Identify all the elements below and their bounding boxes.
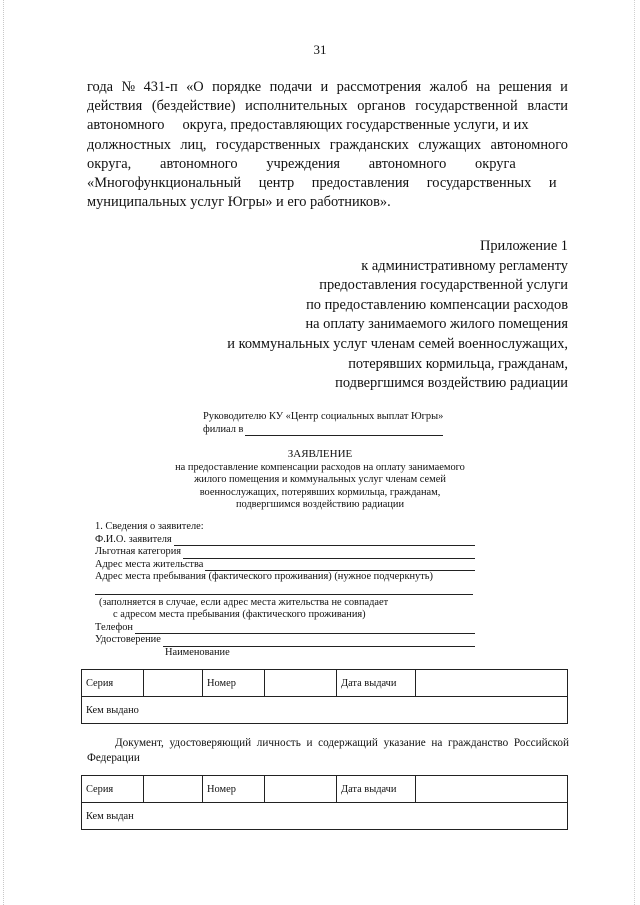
- branch-field[interactable]: [203, 424, 443, 437]
- intro-line: [87, 97, 568, 116]
- date-cell[interactable]: [416, 776, 568, 803]
- residence-label: Адрес места жительства: [95, 558, 204, 570]
- series-cell[interactable]: [144, 776, 203, 803]
- scan-edge-right: [634, 0, 636, 905]
- phone-label: Телефон: [95, 621, 133, 633]
- category-label: Льготная категория: [95, 546, 182, 557]
- word: жалоб: [429, 79, 468, 95]
- table-row: [82, 803, 568, 830]
- intro-line: округа, автономного учреждения автономного округа: [87, 155, 516, 172]
- word: гражданских: [329, 136, 409, 153]
- phone-line[interactable]: [135, 624, 475, 634]
- applicant-section: [95, 521, 475, 659]
- stay-note-line: с адресом места пребывания (фактического проживания): [113, 609, 366, 620]
- residence-line[interactable]: [205, 561, 475, 571]
- addressee-block: [203, 411, 503, 436]
- branch-line[interactable]: [245, 426, 443, 436]
- intro-paragraph: [87, 78, 568, 212]
- issued-by-cell[interactable]: Кем выдан: [82, 803, 568, 830]
- identity-document-table: [81, 775, 568, 830]
- appendix-line: и коммунальных услуг членам семей военнослужащих,: [227, 335, 568, 352]
- appendix-header: [227, 237, 568, 394]
- word: порядке: [212, 79, 262, 95]
- id-field[interactable]: [95, 634, 475, 647]
- word: должностных: [87, 136, 171, 153]
- stay-note-line: (заполняется в случае, если адрес места жительства не совпадает: [99, 596, 389, 608]
- appendix-line: предоставления государственной услуги: [319, 277, 568, 294]
- intro-line: автономного округа, предоставляющих государственные услуги, и их: [87, 117, 529, 134]
- appendix-line: на оплату занимаемого жилого помещения: [305, 316, 568, 333]
- word: №: [121, 79, 136, 95]
- word: действия: [87, 98, 143, 115]
- word: на: [476, 79, 491, 95]
- word: государственных: [215, 136, 321, 153]
- word: 431-п: [143, 79, 178, 95]
- page-number: 31: [313, 42, 327, 57]
- residence-field[interactable]: [95, 559, 475, 572]
- id-line[interactable]: [163, 637, 475, 647]
- application-subheading-line: на предоставление компенсации расходов на оплату занимаемого: [175, 461, 465, 473]
- branch-label: филиал в: [203, 423, 244, 435]
- fio-field[interactable]: [95, 534, 475, 547]
- date-cell[interactable]: [416, 670, 568, 697]
- word: (бездействие): [151, 98, 236, 115]
- word: органов: [357, 98, 406, 115]
- word: власти: [527, 98, 568, 115]
- application-subheading-line: жилого помещения и коммунальных услуг членам семей: [194, 474, 446, 485]
- intro-line: [87, 136, 568, 155]
- appendix-line: к административному регламенту: [361, 257, 568, 274]
- intro-line: муниципальных услуг Югры» и его работников».: [87, 194, 391, 211]
- word: «О: [186, 79, 204, 95]
- appendix-line: подвергшимся воздействию радиации: [335, 375, 568, 392]
- application-subheading-line: подвергшимся воздействию радиации: [235, 499, 405, 510]
- word: года: [87, 79, 114, 95]
- word: автономного: [490, 136, 568, 153]
- application-heading: ЗАЯВЛЕНИЕ: [287, 448, 353, 460]
- phone-field[interactable]: [95, 622, 475, 635]
- word: и: [320, 79, 329, 95]
- number-cell[interactable]: [265, 670, 337, 697]
- stay-label: Адрес места пребывания (фактического проживания) (нужное подчеркнуть): [95, 571, 433, 582]
- date-label: Дата выдачи: [337, 670, 416, 697]
- application-title: [150, 448, 490, 512]
- table-row: [82, 776, 568, 803]
- number-cell[interactable]: [265, 776, 337, 803]
- series-label: Серия: [82, 776, 144, 803]
- naming-caption: Наименование: [165, 646, 230, 658]
- fio-label: Ф.И.О. заявителя: [95, 533, 172, 545]
- series-label: Серия: [82, 670, 144, 697]
- date-label: Дата выдачи: [337, 776, 416, 803]
- table-row: [82, 697, 568, 724]
- category-line[interactable]: [183, 549, 475, 559]
- word: и: [560, 79, 568, 95]
- issued-by-cell[interactable]: Кем выдано: [82, 697, 568, 724]
- fio-line[interactable]: [174, 536, 475, 546]
- identity-document-note: Документ, удостоверяющий личность и содержащий указание на гражданство Российской Федерации: [87, 737, 569, 764]
- application-subheading-line: военнослужащих, потерявших кормильца, гражданам,: [199, 486, 441, 498]
- stay-line[interactable]: [95, 584, 473, 595]
- word: подачи: [269, 79, 313, 95]
- word: государственной: [415, 98, 518, 115]
- intro-line: [87, 78, 568, 97]
- appendix-line: по предоставлению компенсации расходов: [306, 296, 568, 313]
- word: лиц,: [180, 136, 207, 153]
- id-label: Удостоверение: [95, 634, 161, 645]
- intro-line: «Многофункциональный центр предоставления государственных и: [87, 175, 557, 192]
- id-document-table: [81, 669, 568, 724]
- word: рассмотрения: [336, 79, 422, 95]
- appendix-line: потерявших кормильца, гражданам,: [348, 355, 568, 372]
- series-cell[interactable]: [144, 670, 203, 697]
- number-label: Номер: [203, 776, 265, 803]
- word: исполнительных: [245, 98, 348, 115]
- word: решения: [498, 79, 552, 95]
- category-field[interactable]: [95, 546, 475, 559]
- addressee-line: Руководителю КУ «Центр социальных выплат Югры»: [203, 411, 444, 422]
- scan-edge-left: [3, 0, 5, 905]
- number-label: Номер: [203, 670, 265, 697]
- appendix-line: Приложение 1: [479, 238, 568, 254]
- word: служащих: [418, 136, 482, 153]
- applicant-section-title: 1. Сведения о заявителе:: [95, 521, 204, 532]
- table-row: [82, 670, 568, 697]
